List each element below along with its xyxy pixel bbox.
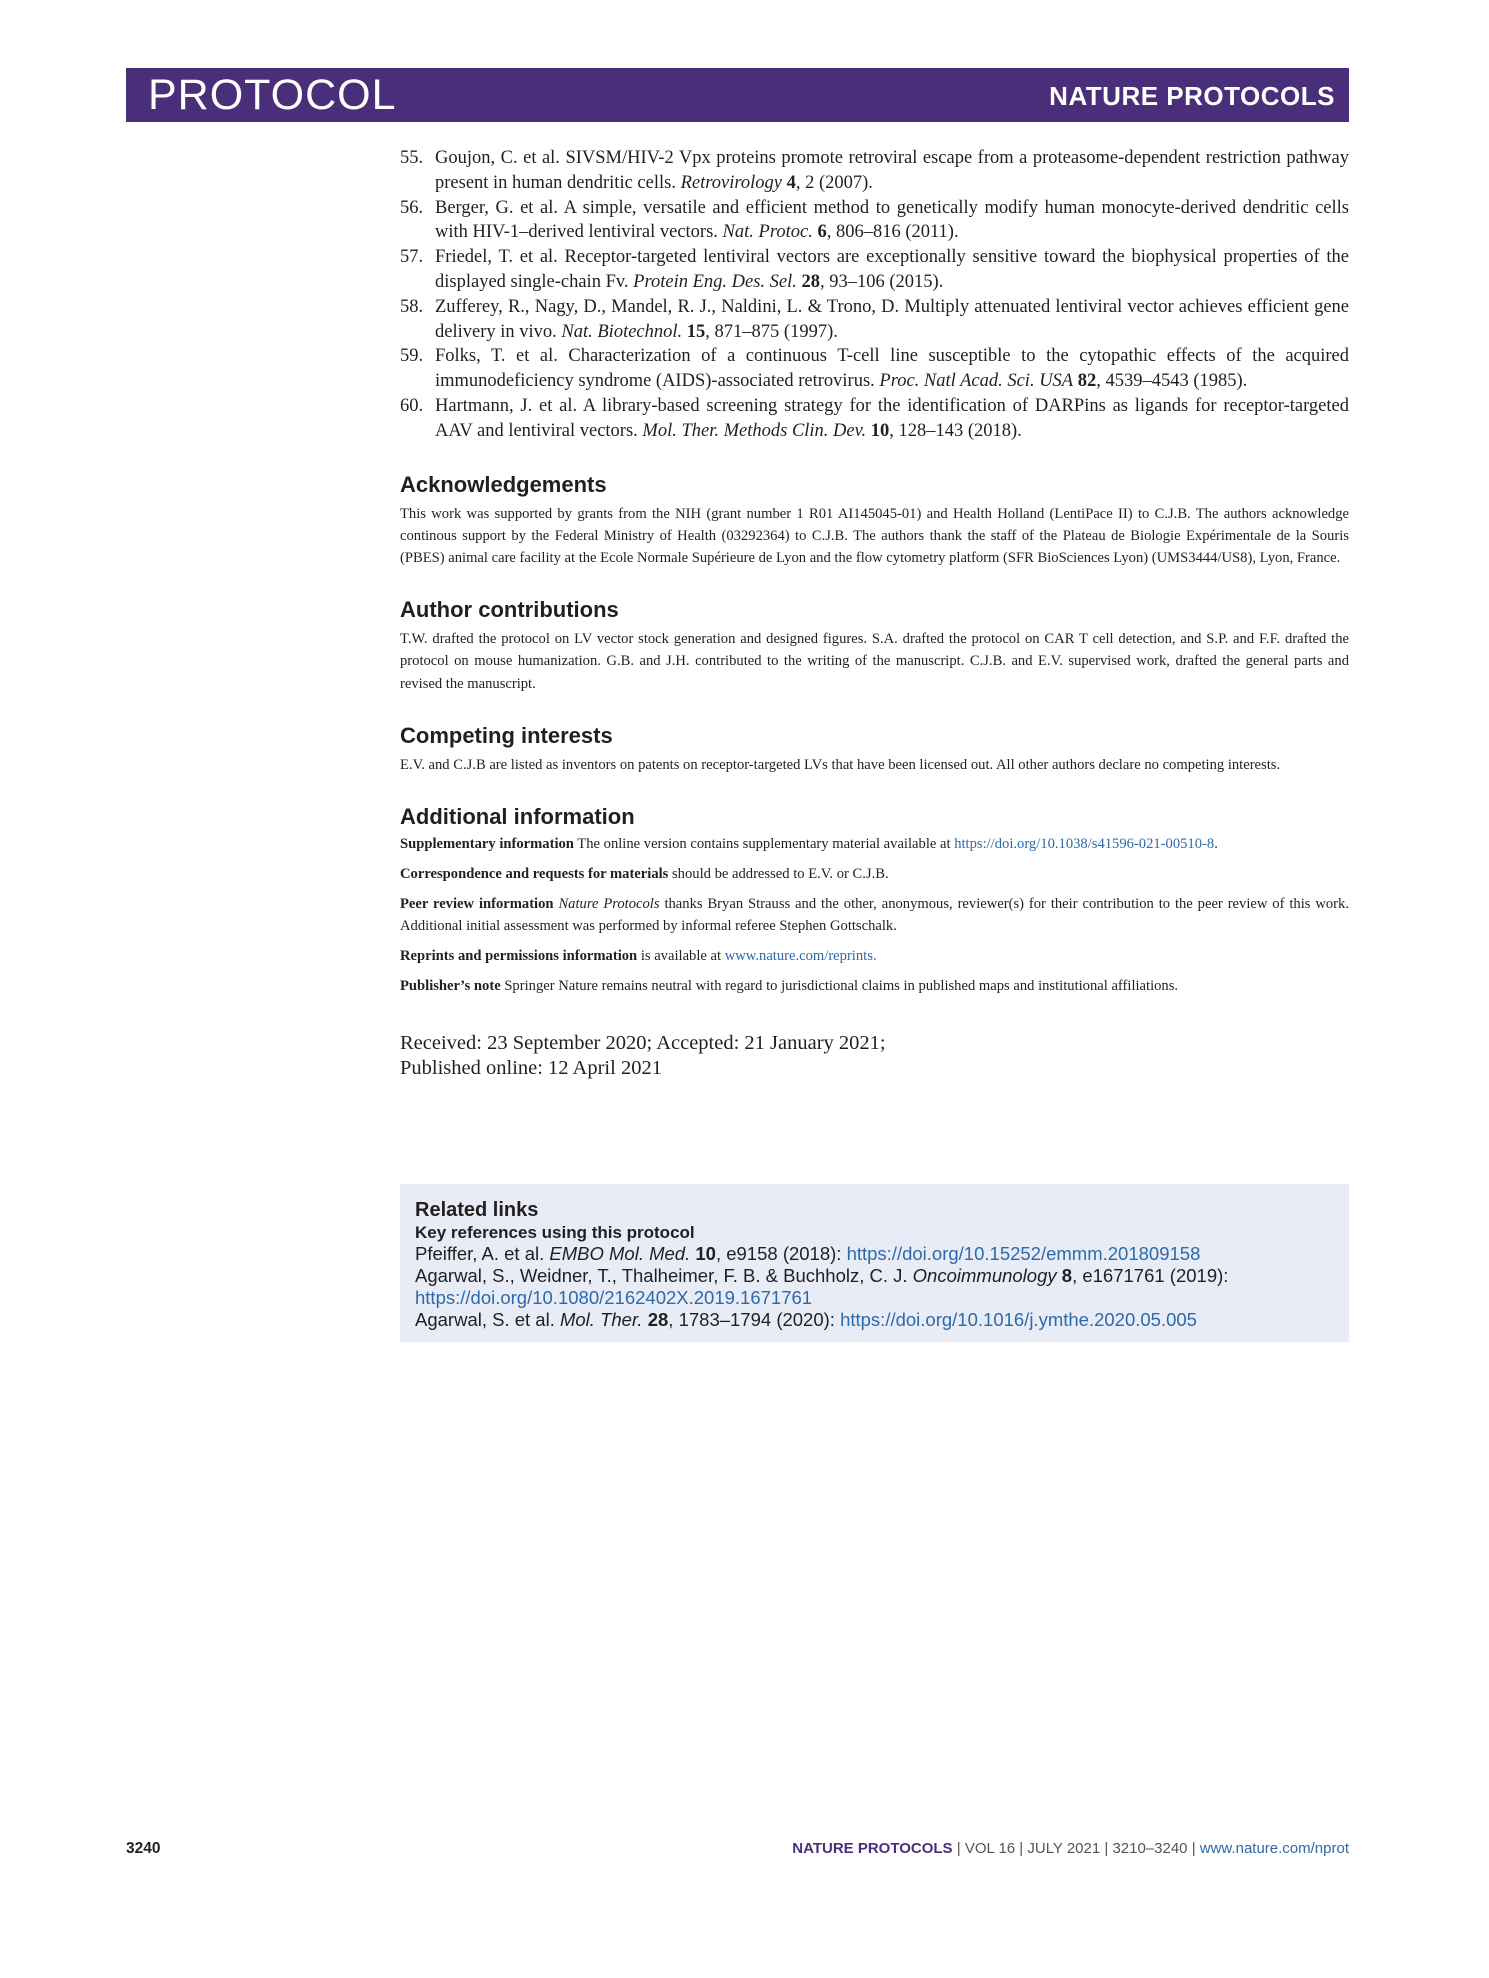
reference-pages-year: , 93–106 (2015). — [820, 271, 944, 292]
reference-journal: Mol. Ther. Methods Clin. Dev. — [642, 420, 867, 441]
reference-text: Folks, T. et al. Characterization of a continuous T-cell line susceptible to the cytopathic effects of the acquired immunodeficiency syndrome (AIDS)-associated retrovirus. — [435, 346, 1349, 392]
supplementary-text: The online version contains supplementary material available at — [573, 835, 955, 852]
publisher-note — [400, 975, 1349, 997]
reprints-label: Reprints and permissions information — [400, 947, 638, 964]
footer-pages: 3210–3240 — [1112, 1840, 1188, 1857]
peer-review-journal: Nature Protocols — [558, 895, 660, 912]
reference-item — [400, 196, 1349, 246]
footer-separator: | — [952, 1840, 965, 1857]
reference-number: 59. — [400, 346, 424, 367]
related-ref-details: , e9158 (2018): — [715, 1243, 847, 1264]
peer-review-label: Peer review information — [400, 895, 554, 912]
correspondence-label: Correspondence and requests for materials — [400, 865, 669, 882]
reference-journal: Proc. Natl Acad. Sci. USA — [879, 371, 1074, 392]
related-links-box — [400, 1184, 1349, 1342]
footer-separator: | — [1187, 1840, 1200, 1857]
related-ref-volume: 28 — [647, 1309, 669, 1330]
correspondence-info — [400, 863, 1349, 885]
reference-pages-year: , 128–143 (2018). — [889, 420, 1022, 441]
reference-journal: Nat. Protoc. — [722, 222, 813, 243]
peer-review-text: thanks Bryan Strauss and the other, anonymous, reviewer(s) for their contribution to the peer review of this work. Additional initial assessment was performed by informal referee Stephen Gottschalk. — [400, 895, 1349, 934]
reference-number: 60. — [400, 395, 424, 416]
reference-item — [400, 146, 1349, 196]
reference-list — [400, 146, 1349, 444]
publisher-note-label: Publisher’s note — [400, 977, 501, 994]
related-reference-3 — [415, 1309, 1334, 1331]
reprints-text: is available at — [637, 947, 725, 964]
published-online-date: Published online: 12 April 2021 — [400, 1056, 662, 1079]
reprints-link[interactable]: www.nature.com/reprints. — [724, 947, 877, 964]
reference-item — [400, 295, 1349, 345]
main-content — [400, 146, 1349, 1081]
additional-information — [400, 804, 1349, 997]
key-references-subheading: Key references using this protocol — [415, 1223, 695, 1242]
reference-pages-year: , 871–875 (1997). — [705, 321, 838, 342]
reference-number: 58. — [400, 296, 424, 317]
author-contributions-text: T.W. drafted the protocol on LV vector stock generation and designed figures. S.A. drafted the protocol on CAR T cell detection, and S.P. and F.F. drafted the protocol on mouse humanization. G.B. and J.H. contributed to the writing of the manuscript. C.J.B. and E.V. supervised work, drafted the general parts and revised the manuscript. — [400, 631, 1349, 692]
reference-item — [400, 344, 1349, 394]
related-ref-authors: Pfeiffer, A. et al. — [415, 1243, 550, 1264]
reference-text: Hartmann, J. et al. A library-based screening strategy for the identification of DARPins as ligands for receptor-targeted AAV and lentiviral vectors. — [435, 395, 1349, 441]
correspondence-text: should be addressed to E.V. or C.J.B. — [668, 865, 889, 882]
reference-number: 57. — [400, 247, 424, 268]
reference-journal: Retrovirology — [680, 172, 782, 193]
supplementary-info — [400, 833, 1349, 855]
reference-number: 55. — [400, 148, 424, 168]
related-reference-2 — [415, 1265, 1334, 1309]
related-ref-link[interactable]: https://doi.org/10.15252/emmm.201809158 — [846, 1243, 1201, 1264]
reference-volume: 10 — [870, 420, 890, 441]
page-number: 3240 — [126, 1840, 161, 1857]
peer-review-info — [400, 893, 1349, 937]
footer-url[interactable]: www.nature.com/nprot — [1199, 1840, 1349, 1857]
related-ref-journal: Mol. Ther. — [559, 1309, 643, 1330]
footer-volume: VOL 16 — [964, 1840, 1016, 1857]
acknowledgements-heading: Acknowledgements — [400, 471, 607, 497]
supplementary-link[interactable]: https://doi.org/10.1038/s41596-021-00510-8 — [954, 835, 1215, 852]
reprints-info — [400, 945, 1349, 967]
related-ref-volume: 8 — [1061, 1265, 1073, 1286]
competing-interests-heading: Competing interests — [400, 722, 613, 748]
reference-item — [400, 394, 1349, 444]
related-ref-journal: EMBO Mol. Med. — [549, 1243, 691, 1264]
reference-text: Goujon, C. et al. SIVSM/HIV-2 Vpx proteins promote retroviral escape from a proteasome-dependent restriction pathway present in human dendritic cells. — [435, 148, 1349, 193]
reference-text: Zufferey, R., Nagy, D., Mandel, R. J., Naldini, L. & Trono, D. Multiply attenuated lentiviral vector achieves efficient gene delivery in vivo. — [435, 296, 1349, 342]
acknowledgements-text: This work was supported by grants from the NIH (grant number 1 R01 AI145045-01) and Health Holland (LentiPace II) to C.J.B. The authors acknowledge continous support by the Federal Ministry of Health (03292364) to C.J.B. The authors thank the staff of the Plateau de Biologie Expérimentale de la Souris (PBES) animal care facility at the Ecole Normale Supérieure de Lyon and the flow cytometry platform (SFR BioSciences Lyon) (UMS3444/US8), Lyon, France. — [400, 505, 1349, 566]
additional-information-heading: Additional information — [400, 803, 635, 829]
related-ref-authors: Agarwal, S. et al. — [415, 1309, 560, 1330]
related-ref-link[interactable]: https://doi.org/10.1080/2162402X.2019.1671761 — [415, 1287, 813, 1308]
reference-number: 56. — [400, 197, 424, 218]
related-ref-details: , e1671761 (2019): — [1072, 1265, 1229, 1286]
running-header — [126, 68, 1349, 122]
reference-volume: 15 — [686, 321, 706, 342]
supplementary-end: . — [1214, 835, 1218, 852]
header-section-label: PROTOCOL — [148, 71, 397, 119]
related-ref-link[interactable]: https://doi.org/10.1016/j.ymthe.2020.05.005 — [840, 1309, 1197, 1330]
publisher-note-text: Springer Nature remains neutral with regard to jurisdictional claims in published maps and institutional affiliations. — [500, 977, 1179, 994]
footer-date: JULY 2021 — [1027, 1840, 1101, 1857]
footer-citation — [792, 1840, 1349, 1857]
reference-pages-year: , 806–816 (2011). — [826, 222, 959, 243]
related-ref-details: , 1783–1794 (2020): — [668, 1309, 841, 1330]
publication-dates — [400, 1031, 1349, 1081]
supplementary-label: Supplementary information — [400, 835, 574, 852]
header-journal-name: NATURE PROTOCOLS — [1049, 81, 1335, 111]
related-reference-1 — [415, 1243, 1334, 1265]
reference-volume: 6 — [817, 222, 827, 243]
related-links-heading: Related links — [415, 1199, 539, 1221]
reference-volume: 4 — [786, 172, 796, 193]
related-ref-journal: Oncoimmunology — [912, 1265, 1057, 1286]
reference-journal: Nat. Biotechnol. — [561, 321, 683, 342]
reference-volume: 82 — [1077, 371, 1097, 392]
reference-item — [400, 245, 1349, 295]
author-contributions-heading: Author contributions — [400, 597, 619, 623]
received-accepted-dates: Received: 23 September 2020; Accepted: 21 January 2021; — [400, 1031, 886, 1054]
reference-journal: Protein Eng. Des. Sel. — [633, 271, 797, 292]
reference-text: Friedel, T. et al. Receptor-targeted lentiviral vectors are exceptionally sensitive toward the biophysical properties of the displayed single-chain Fv. — [435, 247, 1349, 292]
reference-pages-year: , 4539–4543 (1985). — [1096, 371, 1248, 392]
footer-separator: | — [1100, 1840, 1113, 1857]
related-ref-volume: 10 — [695, 1243, 716, 1264]
competing-interests-text: E.V. and C.J.B are listed as inventors on patents on receptor-targeted LVs that have been licensed out. All other authors declare no competing interests. — [400, 756, 1281, 773]
footer-journal: NATURE PROTOCOLS — [792, 1840, 953, 1857]
related-ref-authors: Agarwal, S., Weidner, T., Thalheimer, F. B. & Buchholz, C. J. — [415, 1265, 913, 1286]
footer-separator: | — [1015, 1840, 1028, 1857]
reference-text: Berger, G. et al. A simple, versatile and efficient method to genetically modify human monocyte-derived dendritic cells with HIV-1–derived lentiviral vectors. — [435, 197, 1349, 243]
reference-pages-year: , 2 (2007). — [795, 172, 873, 193]
reference-volume: 28 — [801, 271, 821, 292]
